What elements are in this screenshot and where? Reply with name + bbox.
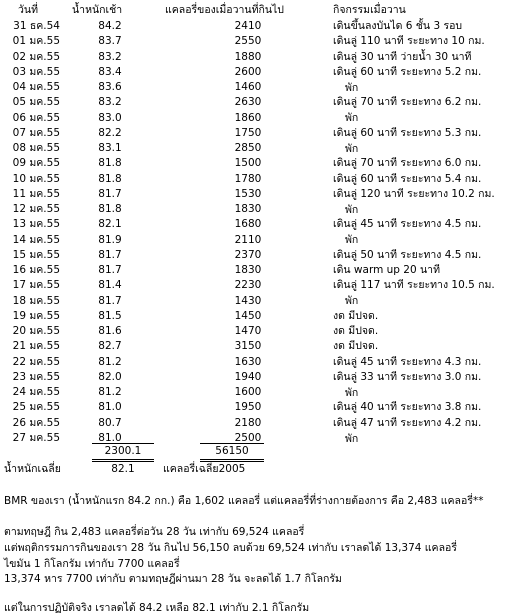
header-activity: กิจกรรมเมื่อวาน xyxy=(333,4,406,16)
row-date: 31 ธค.54 xyxy=(13,20,60,32)
row-activity-line: เดินลู่ 120 นาที ระยะทาง 10.2 กม. xyxy=(333,187,495,200)
row-weight: 81.2 xyxy=(98,386,122,398)
header-calories: แคลอรี่ของเมื่อวานที่กินไป xyxy=(165,4,284,16)
row-calories: 1830 xyxy=(234,203,262,215)
table-row xyxy=(0,384,510,400)
row-activity xyxy=(333,49,508,65)
row-calories: 1600 xyxy=(234,386,262,398)
row-activity-line: เดินลู่ 33 นาที ระยะทาง 3.0 กม. xyxy=(333,370,482,383)
row-calories: 2410 xyxy=(234,20,262,32)
row-activity-line: เดินลู่ 60 นาที ระยะทาง 5.2 กม. xyxy=(333,65,482,78)
row-activity xyxy=(333,18,508,34)
row-calories: 1630 xyxy=(234,355,262,368)
row-weight: 83.1 xyxy=(98,142,122,154)
average-calories-value: 2005 xyxy=(218,463,246,475)
row-date: 19 มค.55 xyxy=(12,309,60,322)
table-row xyxy=(0,247,510,263)
row-activity xyxy=(333,399,508,415)
row-activity-rest-note: พัก xyxy=(345,432,359,445)
average-calories-label: แคลอรี่เฉลี่ย xyxy=(163,463,219,475)
row-weight: 83.7 xyxy=(98,35,122,48)
table-row xyxy=(0,79,510,95)
row-calories: 2500 xyxy=(234,431,262,444)
row-activity-rest-note: พัก xyxy=(345,112,359,125)
row-weight: 81.2 xyxy=(98,355,122,368)
row-weight: 81.9 xyxy=(98,233,122,246)
table-row xyxy=(0,354,510,370)
row-date: 13 มค.55 xyxy=(12,218,60,231)
table-row xyxy=(0,110,510,126)
table-row xyxy=(0,18,510,34)
row-activity-line: งด มีปจด. xyxy=(333,325,379,337)
row-calories: 1950 xyxy=(234,401,262,414)
table-row xyxy=(0,171,510,187)
row-calories: 2110 xyxy=(234,233,262,246)
row-activity-line: เดินลู่ 60 นาที ระยะทาง 5.4 กม. xyxy=(333,172,482,185)
note-actual-loss: แต่ในการปฏิบัติจริง เราลดได้ 84.2 เหลือ 82.1 เท่ากับ 2.1 กิโลกรัม xyxy=(4,602,310,614)
row-date: 06 มค.55 xyxy=(12,111,60,124)
row-weight: 83.2 xyxy=(98,50,122,63)
note-fat-calories: ไขมัน 1 กิโลกรัม เท่ากับ 7700 แคลอรี่ xyxy=(4,558,180,570)
row-date: 27 มค.55 xyxy=(12,431,60,444)
row-date: 15 มค.55 xyxy=(12,248,60,261)
row-date: 10 มค.55 xyxy=(12,172,60,185)
row-weight: 83.0 xyxy=(98,111,122,124)
row-calories: 1940 xyxy=(234,370,262,383)
table-header xyxy=(0,2,510,18)
row-date: 24 มค.55 xyxy=(12,386,60,398)
row-calories: 3150 xyxy=(234,340,262,353)
header-weight: น้ำหนักเช้า xyxy=(72,4,123,16)
totals-row xyxy=(0,443,510,459)
total-weight: 2300.1 xyxy=(92,443,154,462)
row-date: 08 มค.55 xyxy=(12,142,60,154)
row-calories: 1860 xyxy=(234,111,262,124)
row-calories: 2370 xyxy=(234,248,262,261)
row-activity xyxy=(333,155,508,171)
row-weight: 81.5 xyxy=(98,309,122,322)
row-activity-rest-note: พัก xyxy=(345,81,359,94)
note-theory-loss: 13,374 หาร 7700 เท่ากับ ตามทฤษฎีผ่านมา 28 วัน จะลดได้ 1.7 กิโลกรัม xyxy=(4,573,342,585)
row-activity xyxy=(333,33,508,49)
row-weight: 82.1 xyxy=(98,218,122,231)
total-calories: 56150 xyxy=(200,443,264,462)
row-activity-line: เดินลู่ 50 นาที ระยะทาง 4.5 กม. xyxy=(333,248,482,261)
table-row xyxy=(0,338,510,354)
row-weight: 81.8 xyxy=(98,203,122,215)
row-activity-line: เดินลู่ 45 นาที ระยะทาง 4.3 กม. xyxy=(333,355,482,368)
row-weight: 81.0 xyxy=(98,431,122,444)
row-weight: 81.7 xyxy=(98,248,122,261)
row-calories: 1830 xyxy=(234,264,262,276)
row-weight: 80.7 xyxy=(98,416,122,429)
row-activity xyxy=(333,323,508,339)
row-activity-line: เดิน warm up 20 นาที xyxy=(333,264,440,276)
row-activity-line: เดินลู่ 110 นาที ระยะทาง 10 กม. xyxy=(333,35,485,48)
table-row xyxy=(0,49,510,65)
note-theory-intake: ตามทฤษฎี กิน 2,483 แคลอรี่ต่อวัน 28 วัน เท่ากับ 69,524 แคลอรี่ xyxy=(4,526,305,538)
table-row xyxy=(0,399,510,415)
row-date: 07 มค.55 xyxy=(12,126,60,139)
note-actual-intake: แต่พฤติกรรมการกินของเรา 28 วัน กินไป 56,150 ลบด้วย 69,524 เท่ากับ เราลดได้ 13,374 แคลอรี่ xyxy=(4,542,457,554)
note-bmr: BMR ของเรา (น้ำหนักแรก 84.2 กก.) คือ 1,602 แคลอรี่ แต่แคลอรี่ที่ร่างกายต้องการ คือ 2,483 แคลอรี่** xyxy=(4,495,484,507)
row-weight: 83.2 xyxy=(98,96,122,109)
row-activity-line: เดินลู่ 70 นาที ระยะทาง 6.0 กม. xyxy=(333,157,482,170)
row-date: 12 มค.55 xyxy=(12,203,60,215)
row-activity-rest-note: พัก xyxy=(345,295,359,308)
row-activity-line: เดินขึ้นลงบันได 6 ชั้น 3 รอบ xyxy=(333,20,463,32)
row-date: 17 มค.55 xyxy=(12,279,60,292)
averages-row xyxy=(0,461,510,477)
row-calories: 2230 xyxy=(234,279,262,292)
average-weight-value: 82.1 xyxy=(111,463,135,475)
row-weight: 84.2 xyxy=(98,20,122,32)
row-activity-line: งด มีปจด. xyxy=(333,309,379,322)
table-row xyxy=(0,293,510,309)
row-date: 21 มค.55 xyxy=(12,340,60,353)
row-calories: 1530 xyxy=(234,187,262,200)
row-weight: 81.7 xyxy=(98,187,122,200)
row-activity-line: เดินลู่ 45 นาที ระยะทาง 4.5 กม. xyxy=(333,218,482,231)
row-activity xyxy=(333,247,508,263)
row-calories: 2600 xyxy=(234,65,262,78)
row-calories: 1500 xyxy=(234,157,262,170)
row-weight: 82.0 xyxy=(98,370,122,383)
row-weight: 81.7 xyxy=(98,294,122,307)
row-activity xyxy=(333,262,508,278)
row-weight: 83.4 xyxy=(98,65,122,78)
table-row xyxy=(0,232,510,248)
table-row xyxy=(0,308,510,324)
row-date: 03 มค.55 xyxy=(12,65,60,78)
table-row xyxy=(0,262,510,278)
row-calories: 2550 xyxy=(234,35,262,48)
table-row xyxy=(0,323,510,339)
row-calories: 1470 xyxy=(234,325,262,337)
row-calories: 1680 xyxy=(234,218,262,231)
table-row xyxy=(0,140,510,156)
row-date: 18 มค.55 xyxy=(12,294,60,307)
row-weight: 82.2 xyxy=(98,126,122,139)
row-activity-rest-note: พัก xyxy=(345,234,359,247)
row-activity-line: เดินลู่ 47 นาที ระยะทาง 4.2 กม. xyxy=(333,416,482,429)
row-date: 22 มค.55 xyxy=(12,355,60,368)
row-date: 20 มค.55 xyxy=(12,325,60,337)
row-weight: 81.4 xyxy=(98,279,122,292)
row-weight: 81.0 xyxy=(98,401,122,414)
row-weight: 81.6 xyxy=(98,325,122,337)
average-weight-label: น้ำหนักเฉลี่ย xyxy=(4,463,61,475)
row-date: 02 มค.55 xyxy=(12,50,60,63)
row-activity-line: เดินลู่ 70 นาที ระยะทาง 6.2 กม. xyxy=(333,96,482,109)
row-date: 11 มค.55 xyxy=(12,187,60,200)
row-date: 23 มค.55 xyxy=(12,370,60,383)
table-row xyxy=(0,33,510,49)
row-activity-rest-note: พัก xyxy=(345,142,359,155)
row-date: 26 มค.55 xyxy=(12,416,60,429)
row-activity xyxy=(333,171,508,187)
row-activity-rest-note: พัก xyxy=(345,386,359,399)
row-calories: 1460 xyxy=(234,81,262,93)
row-activity-line: เดินลู่ 40 นาที ระยะทาง 3.8 กม. xyxy=(333,401,482,414)
row-date: 05 มค.55 xyxy=(12,96,60,109)
row-weight: 81.8 xyxy=(98,157,122,170)
row-date: 25 มค.55 xyxy=(12,401,60,414)
row-weight: 81.8 xyxy=(98,172,122,185)
header-date: วันที่ xyxy=(18,4,38,16)
row-calories: 2630 xyxy=(234,96,262,109)
row-calories: 1780 xyxy=(234,172,262,185)
row-calories: 2180 xyxy=(234,416,262,429)
row-weight: 83.6 xyxy=(98,81,122,93)
row-activity xyxy=(333,338,508,354)
row-date: 01 มค.55 xyxy=(12,35,60,48)
row-date: 04 มค.55 xyxy=(12,81,60,93)
row-activity xyxy=(333,308,508,324)
row-activity-rest-note: พัก xyxy=(345,203,359,216)
row-weight: 82.7 xyxy=(98,340,122,353)
row-calories: 1750 xyxy=(234,126,262,139)
table-row xyxy=(0,201,510,217)
row-activity-line: เดินลู่ 117 นาที ระยะทาง 10.5 กม. xyxy=(333,279,495,292)
table-row xyxy=(0,155,510,171)
row-date: 14 มค.55 xyxy=(12,233,60,246)
row-weight: 81.7 xyxy=(98,264,122,276)
row-date: 09 มค.55 xyxy=(12,157,60,170)
row-calories: 1430 xyxy=(234,294,262,307)
row-activity-line: งด มีปจด. xyxy=(333,340,379,353)
row-activity-line: เดินลู่ 60 นาที ระยะทาง 5.3 กม. xyxy=(333,126,482,139)
row-calories: 2850 xyxy=(234,142,262,154)
row-activity xyxy=(333,354,508,370)
row-date: 16 มค.55 xyxy=(12,264,60,276)
row-calories: 1450 xyxy=(234,309,262,322)
row-calories: 1880 xyxy=(234,50,262,63)
row-activity-line: เดินลู่ 30 นาที ว่ายน้ำ 30 นาที xyxy=(333,50,472,63)
